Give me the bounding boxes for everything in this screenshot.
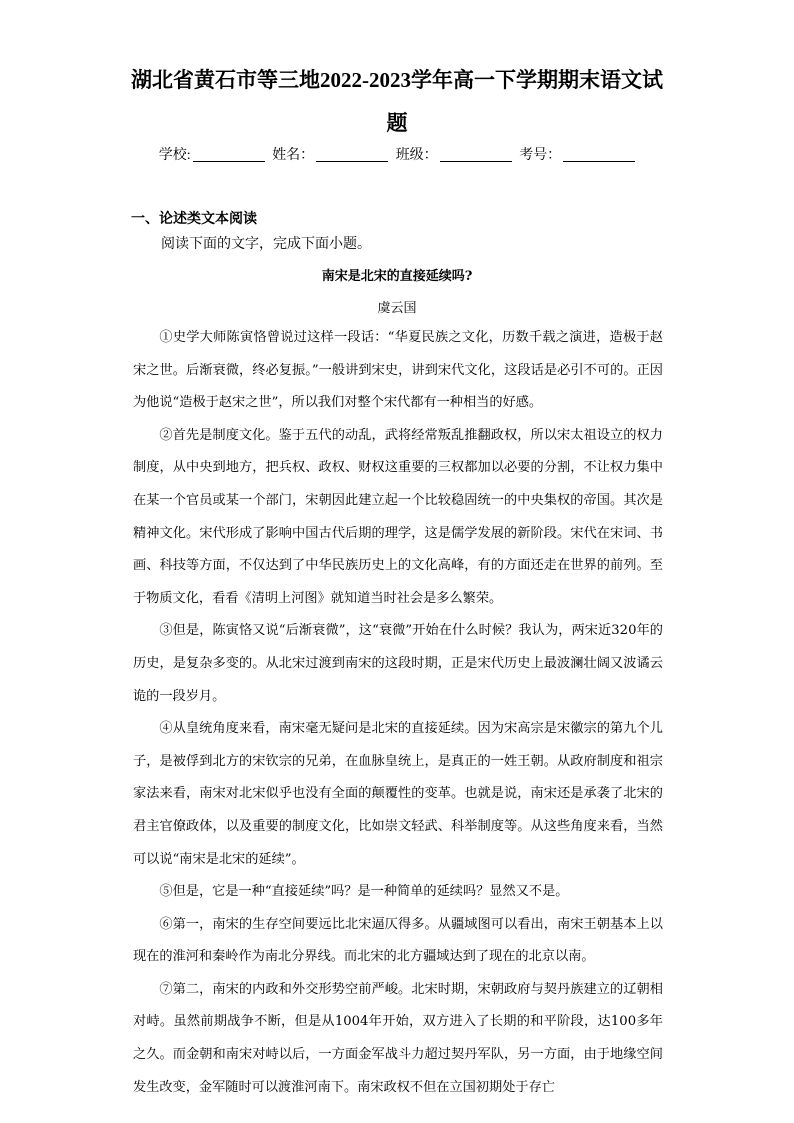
class-label: 班级： xyxy=(395,148,438,163)
section-heading: 一、论述类文本阅读 xyxy=(131,210,257,226)
section-instruction: 阅读下面的文字，完成下面小题。 xyxy=(161,237,371,252)
paragraph-2: ②首先是制度文化。鉴于五代的动乱，武将经常叛乱推翻政权，所以宋太祖设立的权力制度，从中央到地方，把兵权、政权、财权这重要的三权都加以必要的分割，不让权力集中在某一个官员或某一个部门，宋朝因此建立起一个比较稳固统一的中央集权的帝国。其次是精神文化。宋代形成了影响中国古代后期的理学，这是儒学发展的新阶段。宋代在宋词、书画、科技等方面，不仅达到了中华民族历史上的文化高峰，有的方面还走在世界的前列。至于物质文化，看看《清明上河图》就知道当时社会是多么繁荣。 xyxy=(133,427,663,606)
class-field xyxy=(396,144,512,164)
school-field xyxy=(159,144,265,164)
paragraph-4: ④从皇统角度来看，南宋毫无疑问是北宋的直接延续。因为宋高宗是宋徽宗的第九个儿子，是被俘到北方的宋钦宗的兄弟，在血脉皇统上，是真正的一姓王朝。从政府制度和祖宗家法来看，南宋对北宋似乎也没有全面的颠覆性的变革。也就是说，南宋还是承袭了北宋的君主官僚政体，以及重要的制度文化，比如崇文轻武、科举制度等。从这些角度来看，当然可以说“南宋是北宋的延续”。 xyxy=(133,721,663,867)
article-title: 南宋是北宋的直接延续吗? xyxy=(321,269,473,284)
paragraph-3: ③但是，陈寅恪又说“后渐衰微”，这“衰微”开始在什么时候？我认为，两宋近320年的历史，是复杂多变的。从北宋过渡到南宋的这段时期，正是宋代历史上最波澜壮阔又波谲云诡的一段岁月。 xyxy=(133,623,663,704)
page-title-continued: 题 xyxy=(386,111,408,135)
article-author: 虞云国 xyxy=(377,301,417,316)
name-field xyxy=(272,144,388,164)
paragraph-1: ①史学大师陈寅恪曾说过这样一段话：“华夏民族之文化，历数千载之演进，造极于赵宋之世。后渐衰微，终必复振。”一般讲到宋史，讲到宋代文化，这段话是必引不可的。正因为他说“造极于赵宋之世”，所以我们对整个宋代都有一种相当的好感。 xyxy=(133,330,663,411)
student-info-row xyxy=(0,144,794,164)
article-body xyxy=(133,322,663,1104)
exam-number-field xyxy=(519,144,635,164)
paragraph-6: ⑥第一，南宋的生存空间要远比北宋逼仄得多。从疆域图可以看出，南宋王朝基本上以现在的淮河和秦岭作为南北分界线。而北宋的北方疆域达到了现在的北京以南。 xyxy=(133,916,663,965)
name-blank[interactable] xyxy=(316,147,388,162)
school-label: 学校: xyxy=(158,148,191,163)
paragraph-7: ⑦第二，南宋的内政和外交形势空前严峻。北宋时期，宋朝政府与契丹族建立的辽朝相对峙。虽然前期战争不断，但是从1004年开始，双方进入了长期的和平阶段，达100多年之久。而金朝和南宋对峙以后，一方面金军战斗力超过契丹军队，另一方面，由于地缘空间发生改变，金军随时可以渡淮河南下。南宋政权不但在立国初期处于存亡 xyxy=(133,981,663,1095)
page-title: 湖北省黄石市等三地2022-2023学年高一下学期期末语文试 xyxy=(131,68,663,92)
exam-number-blank[interactable] xyxy=(563,147,635,162)
name-label: 姓名： xyxy=(272,148,315,163)
school-blank[interactable] xyxy=(193,147,265,162)
class-blank[interactable] xyxy=(440,147,512,162)
exam-number-label: 考号： xyxy=(519,148,562,163)
paragraph-5: ⑤但是，它是一种“直接延续”吗？是一种简单的延续吗？显然又不是。 xyxy=(159,884,569,900)
